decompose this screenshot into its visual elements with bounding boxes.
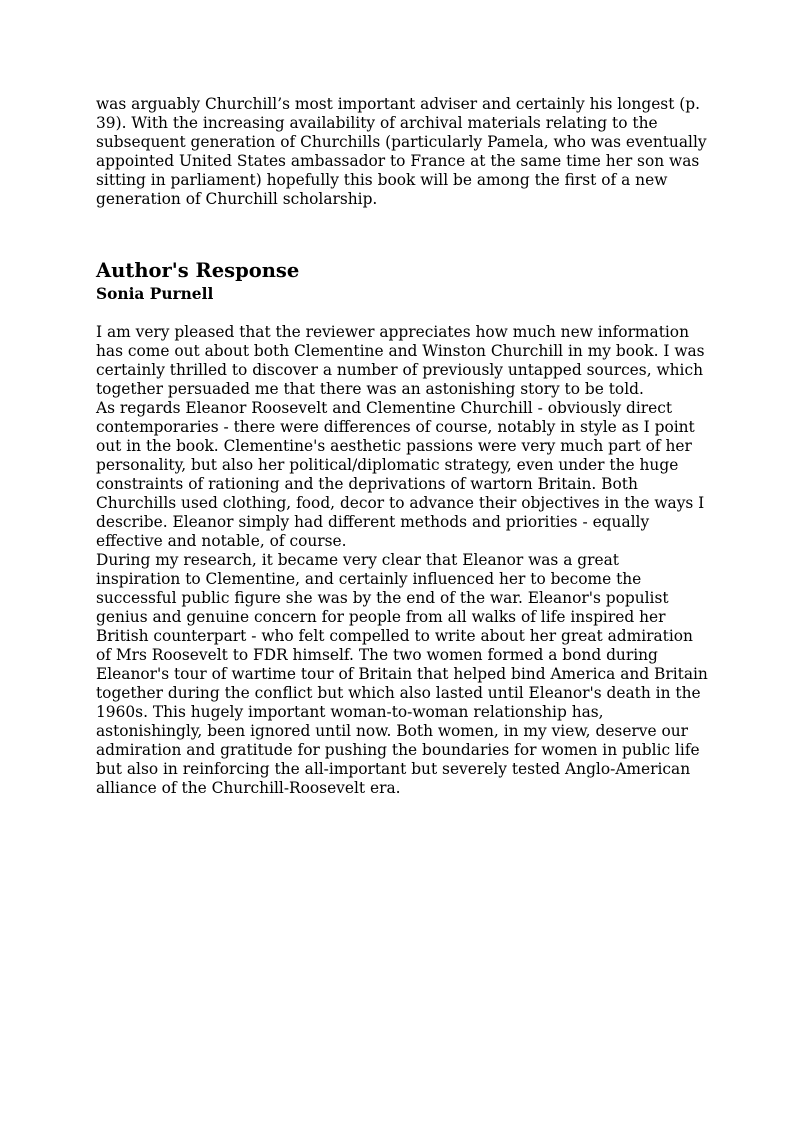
- response-paragraph-1: I am very pleased that the reviewer appreciates how much new information has come out about both Clementine and Winston Churchill in my book. I was certainly thrilled to discover a number of previously untapped sources, which together persuaded me that there was an astonishing story to be told.: [96, 323, 705, 398]
- intro-paragraph: was arguably Churchill’s most important adviser and certainly his longest (p. 39). With the increasing availability of archival materials relating to the subsequent generation of Churchills (particularly Pamela, who was eventually appointed United States ambassador to France at the same time her son was sitting in parliament) hopefully this book will be among the first of a new generation of Churchill scholarship.: [96, 95, 707, 208]
- response-paragraph-2: As regards Eleanor Roosevelt and Clementine Churchill - obviously direct contemporaries - there were differences of course, notably in style as I point out in the book. Clementine's aesthetic passions were very much part of her personality, but also her political/diplomatic strategy, even under the huge constraints of rationing and the deprivations of wartorn Britain. Both Churchills used clothing, food, decor to advance their objectives in the ways I describe. Eleanor simply had different methods and priorities - equally effective and notable, of course.: [96, 399, 705, 550]
- response-paragraph-3: During my research, it became very clear that Eleanor was a great inspiration to Clementine, and certainly influenced her to become the successful public figure she was by the end of the war. Eleanor's populist genius and genuine concern for people from all walks of life inspired her British counterpart - who felt compelled to write about her great admiration of Mrs Roosevelt to FDR himself. The two women formed a bond during Eleanor's tour of wartime tour of Britain that helped bind America and Britain together during the conflict but which also lasted until Eleanor's death in the 1960s. This hugely important woman-to-woman relationship has, astonishingly, been ignored until now. Both women, in my view, deserve our admiration and gratitude for pushing the boundaries for women in public life but also in reinforcing the all-important but severely tested Anglo-American alliance of the Churchill-Roosevelt era.: [96, 551, 708, 797]
- document-page: [96, 95, 708, 798]
- section-heading: Author's Response: [96, 259, 300, 282]
- author-name: Sonia Purnell: [96, 285, 214, 303]
